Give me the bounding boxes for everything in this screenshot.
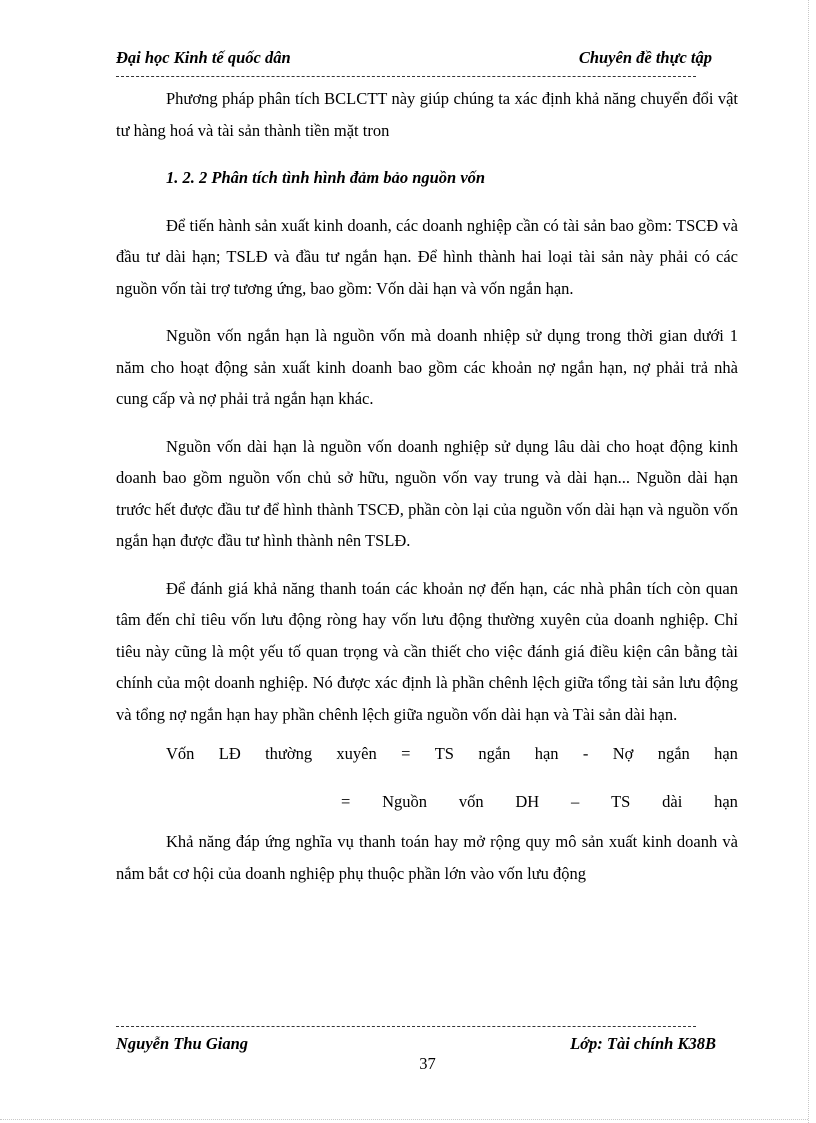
formula-term: =: [401, 744, 411, 763]
header-document-type: Chuyên đề thực tập: [578, 48, 712, 67]
page-number: 37: [419, 1054, 436, 1073]
formula-term: DH: [515, 792, 540, 811]
footer-divider: [116, 1026, 696, 1027]
formula-term: hạn: [534, 744, 559, 763]
formula-term: –: [571, 792, 580, 811]
section-heading: 1. 2. 2 Phân tích tình hình đảm bảo nguồn vốn: [166, 168, 486, 187]
page-edge-right: [808, 0, 809, 1123]
formula-term: xuyên: [336, 744, 377, 763]
formula-term: ngắn: [657, 744, 690, 763]
formula-term: Vốn: [166, 744, 195, 763]
header-divider: [116, 76, 696, 77]
paragraph-5: Để đánh giá khả năng thanh toán các khoản nợ đến hạn, các nhà phân tích còn quan tâm đến chỉ tiêu vốn lưu động ròng hay vốn lưu động thường xuyên của doanh nghiệp. Chỉ tiêu này cũng là một yếu tố quan trọng và cần thiết cho việc đánh giá điều kiện cân bằng tài chính của một doanh nghiệp. Nó được xác định là phần chênh lệch giữa tổng tài sản lưu động và tổng nợ ngắn hạn hay phần chênh lệch giữa nguồn vốn dài hạn và Tài sản dài hạn.: [116, 578, 738, 724]
formula-term: =: [341, 792, 351, 811]
paragraph-2: Để tiến hành sản xuất kinh doanh, các doanh nghiệp cần có tài sản bao gồm: TSCĐ và đầu tư dài hạn; TSLĐ và đầu tư ngắn hạn. Để hình thành hai loại tài sản này phải có các nguồn vốn tài trợ tương ứng, bao gồm: Vốn dài hạn và vốn ngắn hạn.: [116, 215, 738, 298]
footer-class: Lớp: Tài chính K38B: [570, 1034, 716, 1053]
paragraph-3: Nguồn vốn ngắn hạn là nguồn vốn mà doanh nhiệp sử dụng trong thời gian dưới 1 năm cho hoạt động sản xuất kinh doanh bao gồm các khoản nợ ngắn hạn, nợ phải trả nhà cung cấp và nợ phải trả ngắn hạn khác.: [116, 326, 738, 408]
formula-line-2: [116, 786, 738, 826]
formula-term: Nguồn: [382, 792, 428, 811]
formula-term: dài: [662, 792, 683, 811]
formula-term: hạn: [714, 744, 738, 763]
formula-term: LĐ: [218, 744, 241, 763]
footer-author: Nguyễn Thu Giang: [116, 1034, 249, 1053]
formula-term: TS: [434, 744, 454, 763]
page-header: [116, 48, 712, 72]
formula-term: Nợ: [612, 744, 634, 763]
formula-term: thường: [265, 744, 313, 763]
header-university: Đại học Kinh tế quốc dân: [116, 48, 291, 67]
formula-term: TS: [611, 792, 631, 811]
formula-term: -: [582, 744, 589, 763]
page-edge-bottom: [0, 1119, 808, 1120]
formula-term: ngắn: [478, 744, 511, 763]
paragraph-1: Phương pháp phân tích BCLCTT này giúp chúng ta xác định khả năng chuyển đổi vật tư hàng hoá và tài sản thành tiền mặt tron: [116, 89, 738, 140]
paragraph-6: Khả năng đáp ứng nghĩa vụ thanh toán hay mở rộng quy mô sản xuất kinh doanh và nắm bắt cơ hội của doanh nghiệp phụ thuộc phần lớn vào vốn lưu động: [116, 832, 738, 883]
formula-term: vốn: [458, 792, 484, 811]
formula-term: hạn: [714, 792, 738, 811]
formula-line-1: [116, 738, 738, 778]
document-body: [116, 83, 738, 889]
paragraph-4: Nguồn vốn dài hạn là nguồn vốn doanh nghiệp sử dụng lâu dài cho hoạt động kinh doanh bao gồm nguồn vốn chủ sở hữu, nguồn vốn vay trung và dài hạn... Nguồn dài hạn trước hết được đầu tư để hình thành TSCĐ, phần còn lại của nguồn vốn dài hạn và nguồn vốn ngắn hạn được đầu tư hình thành nên TSLĐ.: [116, 436, 738, 550]
